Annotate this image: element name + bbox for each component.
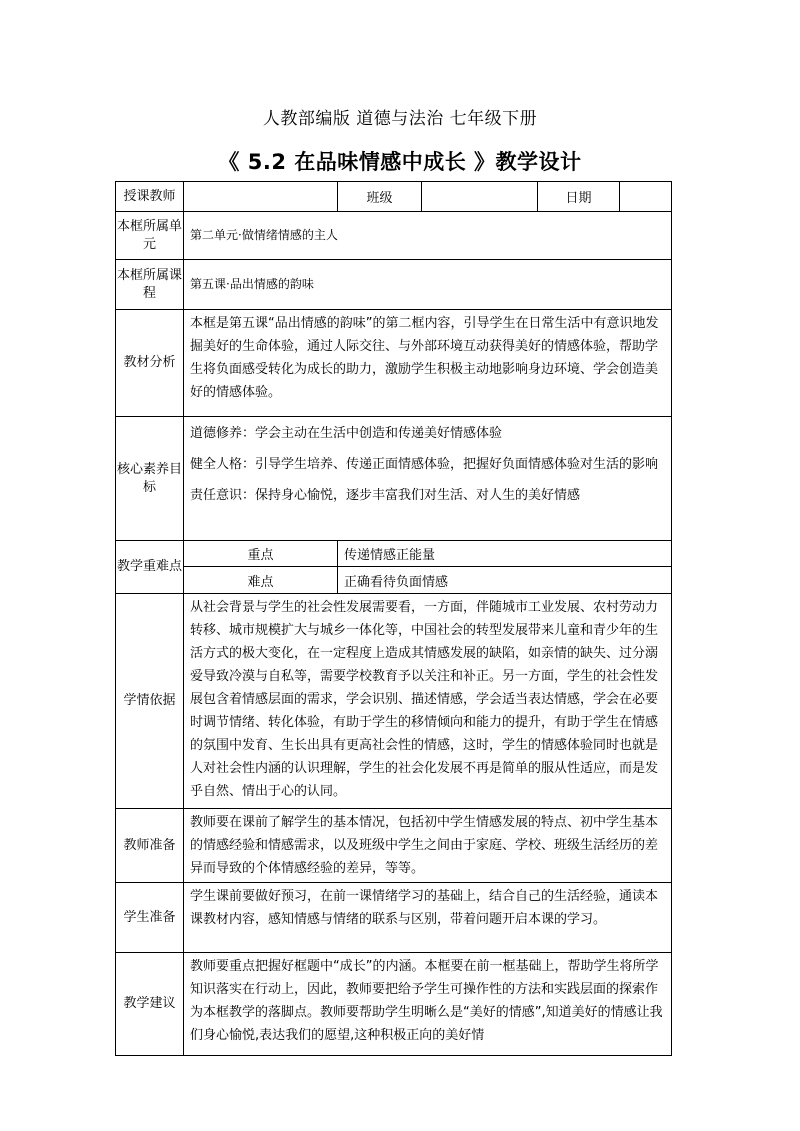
core-item-responsibility: 责任意识：保持身心愉悦，逐步丰富我们对生活、对人生的美好情感 xyxy=(190,488,581,503)
teacher-prep-label: 教师准备 xyxy=(116,809,184,883)
student-prep-row xyxy=(116,883,672,953)
info-row xyxy=(116,182,672,212)
core-item-personality: 健全人格：引导学生培养、传递正面情感体验，把握好负面情感体验对生活的影响 xyxy=(190,457,659,472)
teacher-prep-text: 教师要在课前了解学生的基本情况，包括初中学生情感发展的特点、初中学生基本的情感经验和情感需求，以及班级中学生之间由于家庭、学校、班级生活经历的差异而导致的个体情感经验的差异，等等。 xyxy=(184,809,672,883)
difficulty-label: 难点 xyxy=(184,567,338,594)
key-value: 传递情感正能量 xyxy=(338,541,672,567)
teacher-value xyxy=(184,182,338,212)
unit-value: 第二单元·做情绪情感的主人 xyxy=(184,212,672,260)
lesson-plan-table xyxy=(115,181,672,1056)
class-label: 班级 xyxy=(338,182,422,212)
course-value: 第五课·品出情感的韵味 xyxy=(184,260,672,310)
analysis-label: 教材分析 xyxy=(116,310,184,417)
unit-row xyxy=(116,212,672,260)
course-row xyxy=(116,260,672,310)
key-points-label: 教学重难点 xyxy=(116,541,184,594)
analysis-row xyxy=(116,310,672,417)
core-content xyxy=(184,417,672,541)
suggestion-text: 教师要重点把握好框题中“成长”的内涵。本框要在前一框基础上，帮助学生将所学知识落实在行动上，因此，教师要把给予学生可操作性的方法和实践层面的探索作为本框教学的落脚点。教师要帮助学生明晰么是“美好的情感”,知道美好的情感让我们身心愉悦,表达我们的愿望,这种积极正向的美好情 xyxy=(184,953,672,1056)
difficulty-row xyxy=(116,567,672,594)
teacher-label: 授课教师 xyxy=(116,182,184,212)
teacher-prep-row xyxy=(116,809,672,883)
core-row xyxy=(116,417,672,541)
suggestion-label: 教学建议 xyxy=(116,953,184,1056)
students-row xyxy=(116,594,672,809)
student-prep-text: 学生课前要做好预习，在前一课情绪学习的基础上，结合自己的生活经验，通读本课教材内容，感知情感与情绪的联系与区别，带着问题开启本课的学习。 xyxy=(184,883,672,953)
analysis-text: 本框是第五课“品出情感的韵味”的第二框内容，引导学生在日常生活中有意识地发掘美好的生命体验，通过人际交往、与外部环境互动获得美好的情感体验，帮助学生将负面感受转化为成长的助力，激励学生积极主动地影响身边环境、学会创造美好的情感体验。 xyxy=(184,310,672,417)
core-item-moral: 道德修养：学会主动在生活中创造和传递美好情感体验 xyxy=(190,426,503,441)
course-label: 本框所属课程 xyxy=(116,260,184,310)
document-title: 《 5.2 在品味情感中成长 》教学设计 xyxy=(218,150,582,174)
class-value xyxy=(422,182,538,212)
key-label: 重点 xyxy=(184,541,338,567)
date-label: 日期 xyxy=(538,182,620,212)
date-value xyxy=(620,182,672,212)
key-point-row xyxy=(116,541,672,567)
difficulty-value: 正确看待负面情感 xyxy=(338,567,672,594)
student-prep-label: 学生准备 xyxy=(116,883,184,953)
students-label: 学情依据 xyxy=(116,594,184,809)
core-label: 核心素养目标 xyxy=(116,417,184,541)
unit-label: 本框所属单元 xyxy=(116,212,184,260)
suggestion-row xyxy=(116,953,672,1056)
document-subtitle: 人教部编版 道德与法治 七年级下册 xyxy=(262,109,538,129)
students-text: 从社会背景与学生的社会性发展需要看，一方面，伴随城市工业发展、农村劳动力转移、城市规模扩大与城乡一体化等，中国社会的转型发展带来儿童和青少年的生活方式的极大变化，在一定程度上造成其情感发展的缺陷，如亲情的缺失、过分溺爱导致冷漠与自私等，需要学校教育予以关注和补正。另一方面，学生的社会性发展包含着情感层面的需求，学会识别、描述情感，学会适当表达情感，学会在必要时调节情绪、转化体验，有助于学生的移情倾向和能力的提升，有助于学生在情感的氛围中发育、生长出具有更高社会性的情感，这时，学生的情感体验同时也就是人对社会性内涵的认识理解，学生的社会化发展不再是简单的服从性适应，而是发乎自然、情出于心的认同。 xyxy=(184,594,672,809)
